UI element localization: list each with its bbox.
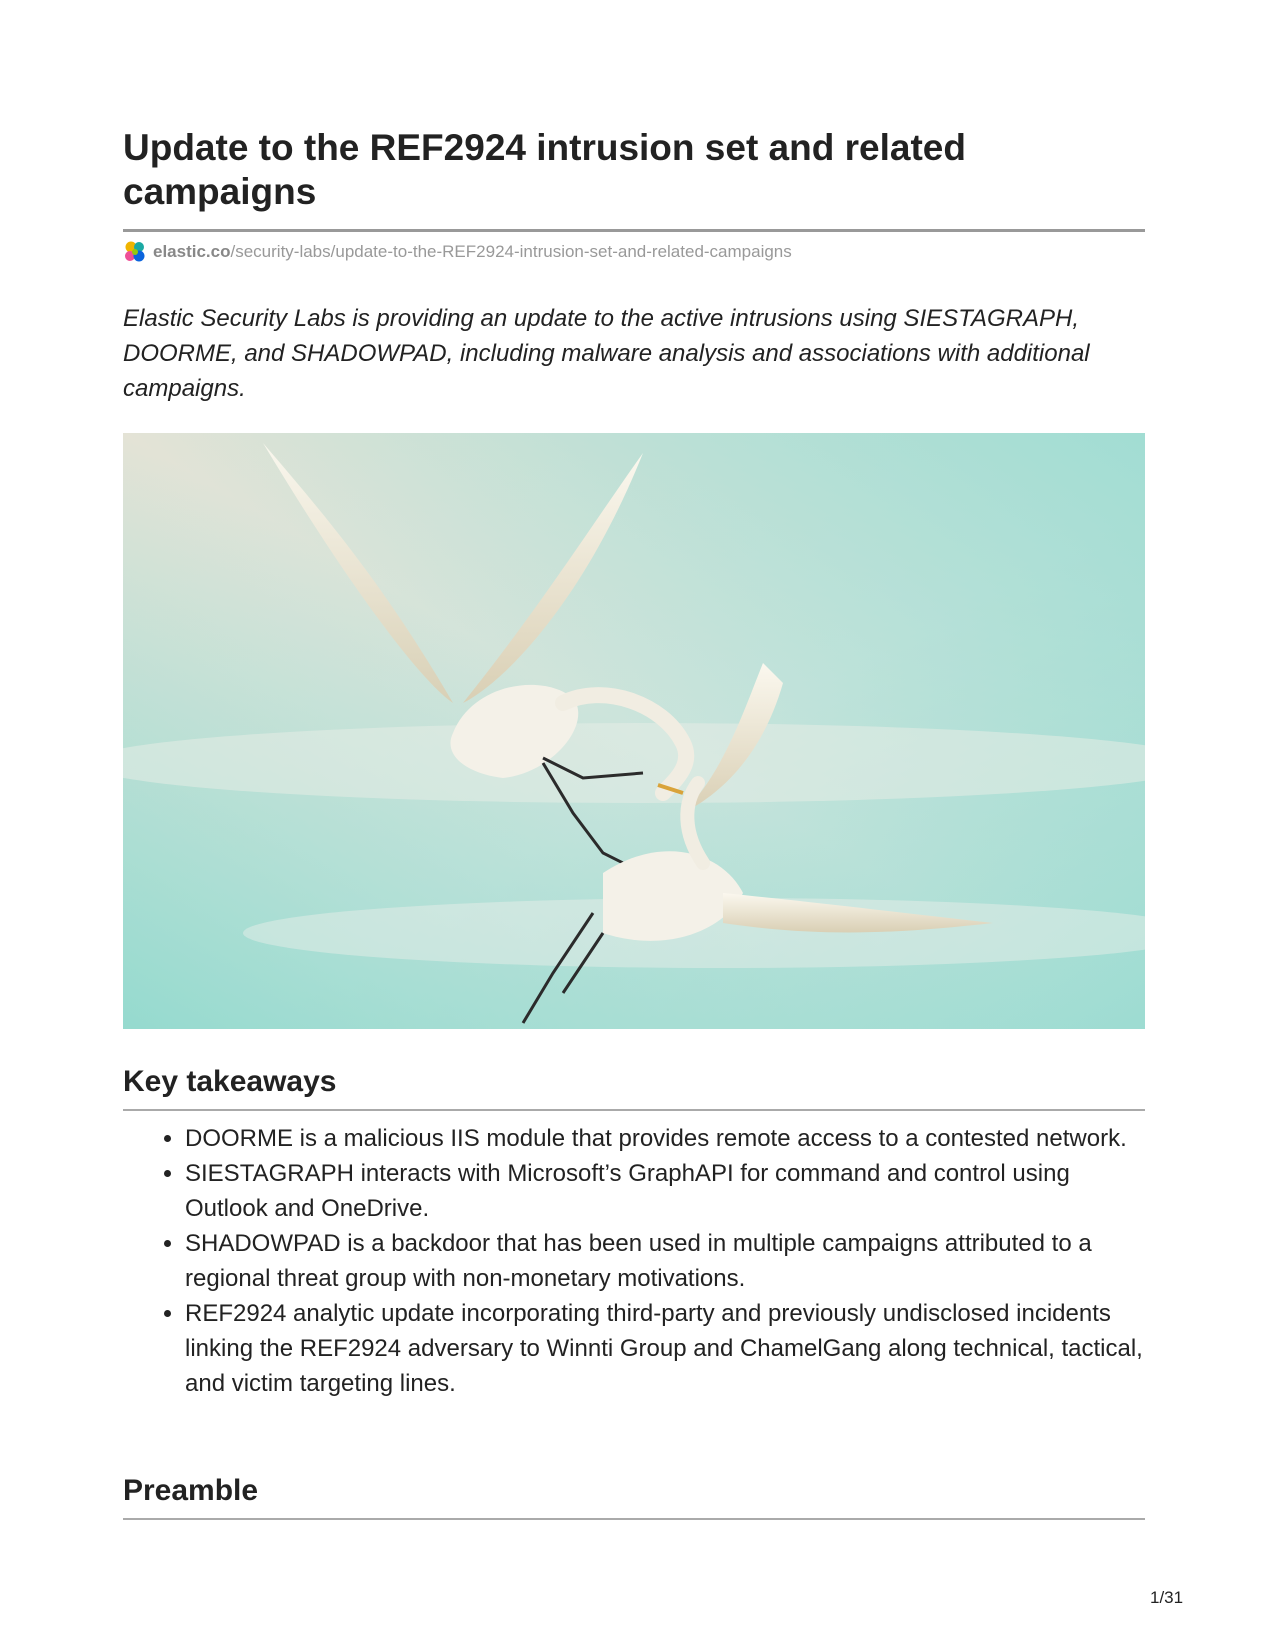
section-divider — [123, 1518, 1145, 1520]
list-item: • DOORME is a malicious IIS module that provides remote access to a contested network. — [185, 1121, 1145, 1156]
egrets-photo-icon — [123, 433, 1145, 1029]
section-divider — [123, 1109, 1145, 1111]
elastic-logo-icon — [123, 240, 147, 264]
source-link[interactable] — [123, 240, 792, 264]
key-takeaways-list — [123, 1121, 1145, 1401]
list-item: • SIESTAGRAPH interacts with Microsoft’s GraphAPI for command and control using Outlook and OneDrive. — [185, 1156, 1145, 1226]
source-domain: elastic.co — [153, 242, 231, 261]
hero-image — [123, 433, 1145, 1029]
source-path: /security-labs/update-to-the-REF2924-intrusion-set-and-related-campaigns — [230, 242, 792, 261]
article-lede: Elastic Security Labs is providing an update to the active intrusions using SIESTAGRAPH, DOORME, and SHADOWPAD, including malware analysis and associations with additional campaigns. — [123, 305, 1090, 402]
section-heading-key-takeaways: Key takeaways — [123, 1065, 337, 1098]
page-title: Update to the REF2924 intrusion set and related campaigns — [123, 127, 966, 212]
list-item: • REF2924 analytic update incorporating third-party and previously undisclosed incidents linking the REF2924 adversary to Winnti Group and ChamelGang along technical, tactical, and victim targeting lines. — [185, 1296, 1145, 1401]
page-number: 1/31 — [1150, 1588, 1184, 1607]
section-heading-preamble: Preamble — [123, 1474, 259, 1507]
title-divider — [123, 229, 1145, 232]
list-item: • SHADOWPAD is a backdoor that has been used in multiple campaigns attributed to a regional threat group with non-monetary motivations. — [185, 1226, 1145, 1296]
